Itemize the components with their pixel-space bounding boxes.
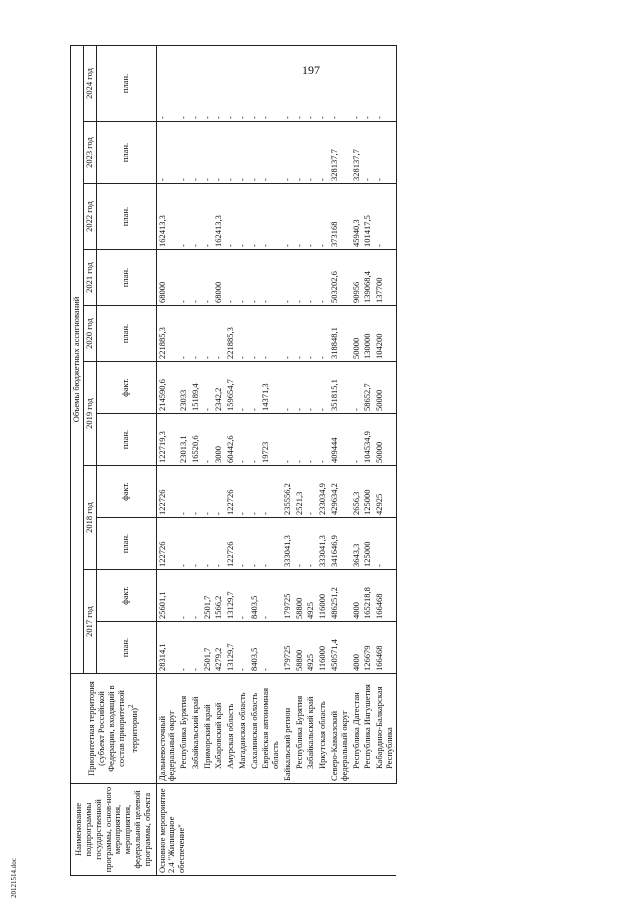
value-cell: - <box>237 414 249 466</box>
value-cell: 429634,2 <box>329 466 351 518</box>
value-cell: 16520,6 <box>190 414 202 466</box>
header-territory: Приоритетная территория (субъект Российской Федерации, входящий в состав приоритетной территории)$^2$ <box>71 674 157 784</box>
value-cell: - <box>249 306 261 362</box>
value-cell: 235556,2 <box>282 466 294 518</box>
value-cell: - <box>260 466 282 518</box>
value-cell: - <box>305 122 317 184</box>
header-plan: план. <box>96 306 156 362</box>
value-cell: 13129,7 <box>225 622 237 674</box>
table-row <box>294 45 306 875</box>
value-cell: 162413,3 <box>213 184 225 250</box>
value-cell: 8403,5 <box>249 570 261 622</box>
value-cell: - <box>190 45 202 121</box>
value-cell: - <box>351 45 363 121</box>
value-cell: - <box>374 122 396 184</box>
value-cell: - <box>202 45 214 121</box>
value-cell: 15189,4 <box>190 362 202 414</box>
value-cell: - <box>237 362 249 414</box>
value-cell: - <box>317 184 329 250</box>
value-cell: - <box>305 45 317 121</box>
header-plan: план. <box>96 122 156 184</box>
territory-cell: Байкальский регион <box>282 674 294 784</box>
value-cell: 104200 <box>374 306 396 362</box>
header-year: 2017 год <box>83 570 96 674</box>
value-cell: - <box>317 122 329 184</box>
value-cell: 28314,1 <box>156 622 178 674</box>
value-cell: - <box>237 570 249 622</box>
value-cell: - <box>374 45 396 121</box>
value-cell: - <box>249 518 261 570</box>
value-cell: 25601,1 <box>156 570 178 622</box>
value-cell: 130000 <box>362 306 374 362</box>
value-cell: 8403,5 <box>249 622 261 674</box>
header-volumes: Объемы бюджетных ассигнований <box>71 45 84 673</box>
value-cell: - <box>305 250 317 306</box>
value-cell: - <box>374 184 396 250</box>
header-plan: план. <box>96 414 156 466</box>
value-cell: 125000 <box>362 518 374 570</box>
value-cell: 221885,3 <box>156 306 178 362</box>
value-cell: - <box>351 362 363 414</box>
value-cell: 233034,9 <box>317 466 329 518</box>
value-cell: - <box>190 622 202 674</box>
value-cell: 4279,2 <box>213 622 225 674</box>
value-cell: 4000 <box>351 622 363 674</box>
value-cell: - <box>190 466 202 518</box>
value-cell: - <box>202 306 214 362</box>
territory-cell: Республика Бурятия <box>294 674 306 784</box>
value-cell: - <box>237 45 249 121</box>
territory-cell: Приморский край <box>202 674 214 784</box>
header-year: 2021 год <box>83 250 96 306</box>
value-cell: 2501,7 <box>202 622 214 674</box>
value-cell: 221885,3 <box>225 306 237 362</box>
value-cell: 42925 <box>374 466 396 518</box>
value-cell: 50000 <box>374 414 396 466</box>
value-cell: - <box>202 122 214 184</box>
value-cell: - <box>237 622 249 674</box>
value-cell: 50000 <box>374 362 396 414</box>
value-cell: - <box>329 45 351 121</box>
value-cell: - <box>213 45 225 121</box>
value-cell: - <box>305 414 317 466</box>
table-row <box>317 45 329 875</box>
value-cell: 3000 <box>213 414 225 466</box>
value-cell: - <box>202 362 214 414</box>
value-cell: 116000 <box>317 570 329 622</box>
value-cell: 137700 <box>374 250 396 306</box>
value-cell: - <box>190 184 202 250</box>
table-row <box>178 45 190 875</box>
value-cell: 68000 <box>213 250 225 306</box>
header-year: 2018 год <box>83 466 96 570</box>
value-cell: - <box>190 122 202 184</box>
value-cell: - <box>305 466 317 518</box>
table-row <box>237 45 249 875</box>
value-cell: - <box>249 250 261 306</box>
value-cell: - <box>305 362 317 414</box>
header-fact: факт. <box>96 362 156 414</box>
table-row <box>305 45 317 875</box>
value-cell: - <box>294 122 306 184</box>
value-cell: - <box>178 45 190 121</box>
territory-cell: Республика Дагестан <box>351 674 363 784</box>
value-cell: 3643,3 <box>351 518 363 570</box>
value-cell: - <box>249 466 261 518</box>
territory-cell: Еврейская автономная область <box>260 674 282 784</box>
value-cell: - <box>260 250 282 306</box>
table-row <box>374 45 396 875</box>
value-cell: 486251,2 <box>329 570 351 622</box>
territory-cell: Иркутская область <box>317 674 329 784</box>
value-cell: - <box>305 306 317 362</box>
value-cell: - <box>260 570 282 622</box>
value-cell: - <box>178 622 190 674</box>
value-cell: - <box>249 45 261 121</box>
value-cell: 122719,3 <box>156 414 178 466</box>
value-cell: - <box>178 518 190 570</box>
rotated-table-container <box>70 46 635 876</box>
page-number: 197 <box>302 63 320 77</box>
value-cell: 125000 <box>362 466 374 518</box>
value-cell: - <box>260 122 282 184</box>
value-cell: 139068,4 <box>362 250 374 306</box>
table-row <box>213 45 225 875</box>
table-row <box>202 45 214 875</box>
value-cell: - <box>213 466 225 518</box>
value-cell: - <box>156 45 178 121</box>
value-cell: 122726 <box>225 518 237 570</box>
value-cell: - <box>294 250 306 306</box>
value-cell: - <box>317 250 329 306</box>
value-cell: 4925 <box>305 570 317 622</box>
value-cell: 450571,4 <box>329 622 351 674</box>
value-cell: - <box>190 518 202 570</box>
table-row <box>362 45 374 875</box>
value-cell: 333041,3 <box>282 518 294 570</box>
value-cell: - <box>237 122 249 184</box>
territory-cell: Кабардино-Балкарская Республика <box>374 674 396 784</box>
value-cell: 23033 <box>178 362 190 414</box>
value-cell: - <box>237 306 249 362</box>
activity-cell: Основное мероприятие 2.4 "Жилищное обеспечение" <box>156 784 396 876</box>
value-cell: 2501,7 <box>202 570 214 622</box>
value-cell: 58800 <box>294 622 306 674</box>
value-cell: 116000 <box>317 622 329 674</box>
header-year: 2019 год <box>83 362 96 466</box>
table-row <box>225 45 237 875</box>
table-row <box>329 45 351 875</box>
value-cell: - <box>282 306 294 362</box>
value-cell: 333041,3 <box>317 518 329 570</box>
value-cell: - <box>213 306 225 362</box>
territory-cell: Республика Ингушетия <box>362 674 374 784</box>
value-cell: 14371,3 <box>260 362 282 414</box>
territory-cell: Северо-Кавказский федеральный округ <box>329 674 351 784</box>
header-year: 2024 год <box>83 45 96 121</box>
value-cell: 318848,1 <box>329 306 351 362</box>
territory-cell: Хабаровский край <box>213 674 225 784</box>
value-cell: 2342,2 <box>213 362 225 414</box>
header-year: 2022 год <box>83 184 96 250</box>
value-cell: - <box>282 184 294 250</box>
territory-cell: Забайкальский край <box>190 674 202 784</box>
value-cell: 373168 <box>329 184 351 250</box>
value-cell: - <box>249 122 261 184</box>
value-cell: - <box>156 122 178 184</box>
value-cell: 328137,7 <box>351 122 363 184</box>
value-cell: 179725 <box>282 622 294 674</box>
value-cell: 166468 <box>374 622 396 674</box>
value-cell: - <box>178 306 190 362</box>
value-cell: - <box>237 184 249 250</box>
header-program: Наименование подпрограммы государственной программы, основ-ного мероприятия, мероприятия, федеральной целевой программы, объекта <box>71 784 157 876</box>
header-year: 2023 год <box>83 122 96 184</box>
value-cell: 19723 <box>260 414 282 466</box>
value-cell: - <box>294 414 306 466</box>
value-cell: - <box>351 414 363 466</box>
value-cell: 351815,1 <box>329 362 351 414</box>
value-cell: - <box>260 45 282 121</box>
value-cell: - <box>178 122 190 184</box>
value-cell: 122726 <box>156 466 178 518</box>
value-cell: - <box>282 122 294 184</box>
header-fact: факт. <box>96 570 156 622</box>
value-cell: 1566,2 <box>213 570 225 622</box>
value-cell: 214590,6 <box>156 362 178 414</box>
territory-cell: Дальневосточный федеральный округ <box>156 674 178 784</box>
table-row <box>249 45 261 875</box>
value-cell: 503202,6 <box>329 250 351 306</box>
value-cell: - <box>282 45 294 121</box>
value-cell: 13129,7 <box>225 570 237 622</box>
value-cell: - <box>317 362 329 414</box>
value-cell: - <box>282 362 294 414</box>
value-cell: 4000 <box>351 570 363 622</box>
budget-table <box>70 45 397 876</box>
value-cell: - <box>202 466 214 518</box>
value-cell: - <box>225 184 237 250</box>
value-cell: 23013,1 <box>178 414 190 466</box>
value-cell: 166468 <box>374 570 396 622</box>
table-body <box>156 45 396 875</box>
value-cell: - <box>213 122 225 184</box>
value-cell: 4925 <box>305 622 317 674</box>
value-cell: - <box>190 306 202 362</box>
territory-cell: Сахалинская область <box>249 674 261 784</box>
value-cell: - <box>317 306 329 362</box>
value-cell: 159654,7 <box>225 362 237 414</box>
footer-filename: 20121514.doc <box>10 858 18 898</box>
territory-cell: Магаданская область <box>237 674 249 784</box>
value-cell: - <box>237 250 249 306</box>
value-cell: - <box>249 362 261 414</box>
table-row <box>156 45 178 875</box>
value-cell: - <box>362 45 374 121</box>
value-cell: - <box>362 122 374 184</box>
value-cell: - <box>190 250 202 306</box>
value-cell: 68000 <box>156 250 178 306</box>
value-cell: - <box>294 518 306 570</box>
territory-cell: Республика Бурятия <box>178 674 190 784</box>
value-cell: 2656,3 <box>351 466 363 518</box>
value-cell: - <box>260 622 282 674</box>
value-cell: - <box>202 518 214 570</box>
value-cell: - <box>237 518 249 570</box>
value-cell: - <box>202 414 214 466</box>
header-plan: план. <box>96 622 156 674</box>
value-cell: - <box>249 184 261 250</box>
header-fact: факт. <box>96 466 156 518</box>
value-cell: 126679 <box>362 622 374 674</box>
value-cell: - <box>260 518 282 570</box>
value-cell: 58652,7 <box>362 362 374 414</box>
territory-cell: Амурская область <box>225 674 237 784</box>
header-year: 2020 год <box>83 306 96 362</box>
value-cell: - <box>190 570 202 622</box>
value-cell: 162413,3 <box>156 184 178 250</box>
header-plan: план. <box>96 250 156 306</box>
territory-cell: Забайкальский край <box>305 674 317 784</box>
value-cell: - <box>178 184 190 250</box>
value-cell: - <box>317 414 329 466</box>
header-plan: план. <box>96 45 156 121</box>
value-cell: - <box>294 362 306 414</box>
table-row <box>260 45 282 875</box>
value-cell: - <box>374 518 396 570</box>
value-cell: - <box>202 250 214 306</box>
value-cell: - <box>317 45 329 121</box>
value-cell: - <box>305 184 317 250</box>
value-cell: 45940,3 <box>351 184 363 250</box>
value-cell: - <box>249 414 261 466</box>
value-cell: 58800 <box>294 570 306 622</box>
value-cell: - <box>178 250 190 306</box>
value-cell: 165218,8 <box>362 570 374 622</box>
value-cell: - <box>178 570 190 622</box>
value-cell: - <box>260 184 282 250</box>
value-cell: - <box>213 518 225 570</box>
value-cell: - <box>225 122 237 184</box>
value-cell: - <box>225 250 237 306</box>
value-cell: 2521,3 <box>294 466 306 518</box>
value-cell: - <box>305 518 317 570</box>
value-cell: - <box>294 306 306 362</box>
value-cell: - <box>294 45 306 121</box>
header-plan: план. <box>96 184 156 250</box>
value-cell: 101417,5 <box>362 184 374 250</box>
value-cell: 341646,9 <box>329 518 351 570</box>
value-cell: 122726 <box>225 466 237 518</box>
value-cell: - <box>282 250 294 306</box>
value-cell: 50000 <box>351 306 363 362</box>
value-cell: 90956 <box>351 250 363 306</box>
header-plan: план. <box>96 518 156 570</box>
value-cell: - <box>282 414 294 466</box>
table-row <box>190 45 202 875</box>
table-row <box>351 45 363 875</box>
value-cell: - <box>225 45 237 121</box>
value-cell: 328137,7 <box>329 122 351 184</box>
value-cell: - <box>178 466 190 518</box>
value-cell: 409444 <box>329 414 351 466</box>
value-cell: - <box>260 306 282 362</box>
value-cell: 60442,6 <box>225 414 237 466</box>
value-cell: - <box>237 466 249 518</box>
value-cell: 179725 <box>282 570 294 622</box>
table-row <box>282 45 294 875</box>
value-cell: 104534,9 <box>362 414 374 466</box>
value-cell: 122726 <box>156 518 178 570</box>
value-cell: - <box>202 184 214 250</box>
value-cell: - <box>294 184 306 250</box>
